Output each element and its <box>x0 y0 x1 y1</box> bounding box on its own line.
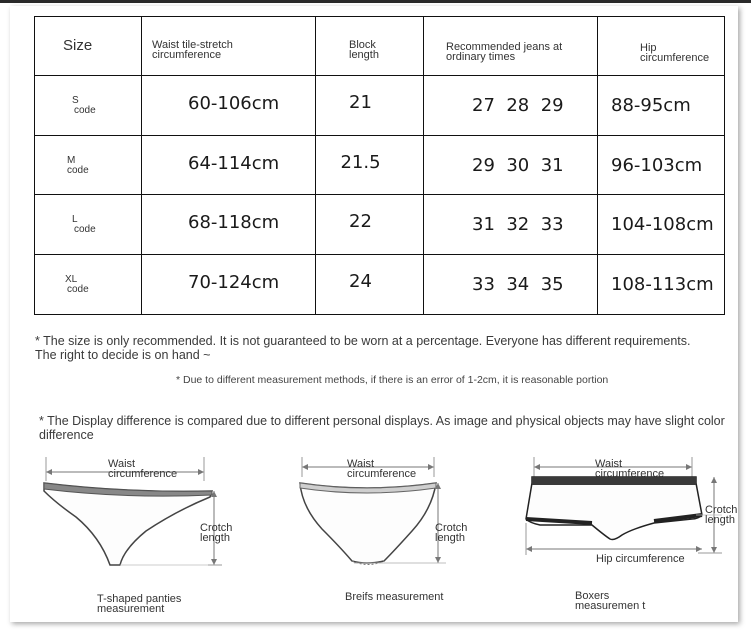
block-length-value: 21.5 <box>340 152 381 173</box>
header-size <box>35 17 142 76</box>
block-length-cell <box>316 255 424 314</box>
size-cell <box>35 255 142 314</box>
waist-value: 70-124cm <box>188 272 280 293</box>
size-name: XL <box>65 274 78 285</box>
jeans-value: 29 30 31 <box>472 155 564 176</box>
size-name: M <box>67 155 76 166</box>
note-recommendation: * The size is only recommended. It is not guaranteed to be worn at a percentage. Everyone has different requirements. The right to decide is on hand ~ <box>35 334 691 362</box>
note-display-difference: * The Display difference is compared due to different personal displays. As image and physical objects may have slight color difference <box>39 414 725 442</box>
block-length-cell <box>316 76 424 136</box>
size-unit: code <box>74 105 96 116</box>
jeans-cell <box>424 195 598 255</box>
hip-value: 104-108cm <box>611 214 714 235</box>
hip-cell <box>598 195 724 255</box>
note-measurement-error: * Due to different measurement methods, if there is an error of 1-2cm, it is reasonable portion <box>176 374 609 386</box>
boxers-waist-label: Waist circumference <box>595 458 665 480</box>
waist-value: 60-106cm <box>188 93 280 114</box>
jeans-cell <box>424 255 598 314</box>
jeans-cell <box>424 136 598 195</box>
jeans-cell <box>424 76 598 136</box>
waist-cell <box>142 136 316 195</box>
size-name: L <box>72 214 78 225</box>
jeans-value: 27 28 29 <box>472 95 564 116</box>
block-length-cell <box>316 195 424 255</box>
jeans-value: 33 34 35 <box>472 274 564 295</box>
header-jeans <box>424 17 598 76</box>
block-length-value: 24 <box>349 271 372 292</box>
size-code-label <box>72 215 96 235</box>
tshaped-caption: T-shaped panties measurement <box>97 593 182 615</box>
size-code-label <box>65 275 89 295</box>
briefs-caption: Breifs measurement <box>345 591 444 603</box>
hip-cell <box>598 255 724 314</box>
window-top-border <box>0 0 751 3</box>
waist-cell <box>142 195 316 255</box>
size-cell <box>35 136 142 195</box>
size-code-label <box>67 156 89 176</box>
header-waist <box>142 17 316 76</box>
size-name: S <box>72 95 79 106</box>
size-unit: code <box>67 284 89 295</box>
header-hip-label: Hip circumference <box>640 42 710 64</box>
header-hip <box>598 17 724 76</box>
header-size-label: Size <box>63 37 93 54</box>
header-block-length <box>316 17 424 76</box>
size-cell <box>35 195 142 255</box>
header-block-length-label: Block length <box>349 39 379 61</box>
boxers-hip-label: Hip circumference <box>596 553 685 565</box>
waist-cell <box>142 255 316 314</box>
block-length-value: 22 <box>349 211 372 232</box>
tshaped-waist-label: Waist circumference <box>108 458 178 480</box>
hip-cell <box>598 76 724 136</box>
tshaped-crotch-label: Crotch length <box>200 522 233 544</box>
size-unit: code <box>74 224 96 235</box>
hip-cell <box>598 136 724 195</box>
block-length-cell <box>316 136 424 195</box>
hip-value: 108-113cm <box>611 274 714 295</box>
size-unit: code <box>67 165 89 176</box>
hip-value: 96-103cm <box>611 155 703 176</box>
boxers-crotch-label: Crotch length <box>705 504 738 526</box>
header-jeans-label: Recommended jeans at ordinary times <box>446 41 563 63</box>
briefs-crotch-label: Crotch length <box>435 522 468 544</box>
jeans-value: 31 32 33 <box>472 214 564 235</box>
size-table <box>34 16 725 315</box>
waist-value: 68-118cm <box>188 212 280 233</box>
block-length-value: 21 <box>349 92 372 113</box>
size-code-label <box>72 96 96 116</box>
waist-value: 64-114cm <box>188 153 280 174</box>
size-cell <box>35 76 142 136</box>
briefs-waist-label: Waist circumference <box>347 458 417 480</box>
hip-value: 88-95cm <box>611 95 691 116</box>
boxers-caption: Boxers measuremen t <box>575 590 646 612</box>
waist-cell <box>142 76 316 136</box>
header-waist-label: Waist tile-stretch circumference <box>152 39 233 61</box>
size-chart-sheet <box>10 6 738 622</box>
